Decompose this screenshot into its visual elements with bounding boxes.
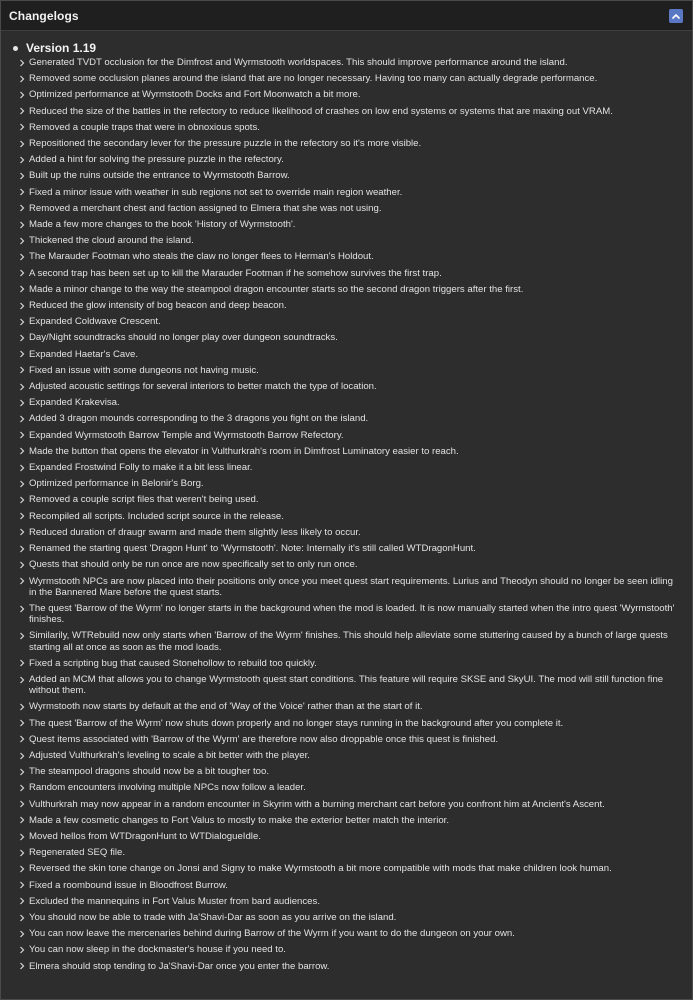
chevron-right-icon: [19, 605, 25, 613]
chevron-right-icon: [19, 833, 25, 841]
changelog-entry-text: Fixed a roombound issue in Bloodfrost Burrow.: [29, 879, 228, 891]
bullet-icon: [13, 46, 18, 51]
chevron-right-icon: [19, 496, 25, 504]
changelog-entry-text: Optimized performance in Belonir's Borg.: [29, 478, 204, 490]
changelog-entry-text: Renamed the starting quest 'Dragon Hunt' to 'Wyrmstooth'. Note: Internally it's still called WTDragonHunt.: [29, 543, 476, 555]
panel-header: [1, 1, 692, 31]
changelog-entry-text: Wyrmstooth NPCs are now placed into their positions only once you meet quest start requirements. Lurius and Theodyn should no longer be seen idling in the Bannered Mare before the quest starts.: [29, 575, 673, 598]
changelog-entry-text: Adjusted Vulthurkrah's leveling to scale a bit better with the player.: [29, 749, 310, 761]
changelog-entry: [19, 863, 682, 874]
chevron-right-icon: [19, 800, 25, 808]
changelog-entry-text: Moved hellos from WTDragonHunt to WTDialogueIdle.: [29, 830, 261, 842]
changelog-entry: [19, 251, 682, 262]
version-heading: [9, 40, 682, 56]
changelog-entry-text: Repositioned the secondary lever for the pressure puzzle in the refectory so it's more visible.: [29, 138, 422, 150]
changelog-entry: [19, 674, 682, 696]
changelog-entry: [19, 268, 682, 279]
changelog-entry-text: Fixed a minor issue with weather in sub regions not set to override main region weather.: [29, 186, 403, 198]
changelog-entry: [19, 559, 682, 570]
chevron-right-icon: [19, 703, 25, 711]
chevron-right-icon: [19, 156, 25, 164]
changelog-entry: [19, 896, 682, 907]
chevron-right-icon: [19, 865, 25, 873]
chevron-right-icon: [19, 528, 25, 536]
changelog-entry-text: Elmera should stop tending to Ja'Shavi-Dar once you enter the barrow.: [29, 960, 330, 972]
changelog-entry-text: Expanded Wyrmstooth Barrow Temple and Wyrmstooth Barrow Refectory.: [29, 429, 344, 441]
panel-title: Changelogs: [9, 8, 79, 23]
changelog-entry: [19, 511, 682, 522]
chevron-right-icon: [19, 334, 25, 342]
chevron-right-icon: [19, 735, 25, 743]
chevron-right-icon: [19, 849, 25, 857]
changelog-entry: [19, 154, 682, 165]
changelog-entry: [19, 576, 682, 598]
changelog-entry: [19, 122, 682, 133]
chevron-right-icon: [19, 188, 25, 196]
changelog-entry-text: Made a few cosmetic changes to Fort Valus to mostly to make the exterior better match the interior.: [29, 814, 450, 826]
changelog-entry-text: Reduced the size of the battles in the refectory to reduce likelihood of crashes on low end systems or systems that are maxing out VRAM.: [29, 105, 613, 117]
changelog-entry: [19, 397, 682, 408]
chevron-right-icon: [19, 545, 25, 553]
changelog-entry: [19, 89, 682, 100]
changelog-entry: [19, 478, 682, 489]
changelog-entry: [19, 219, 682, 230]
changelog-entry: [19, 462, 682, 473]
changelog-entry: [19, 961, 682, 972]
changelog-entry: [19, 316, 682, 327]
chevron-right-icon: [19, 269, 25, 277]
chevron-right-icon: [19, 464, 25, 472]
changelog-entry-text: Added a hint for solving the pressure puzzle in the refectory.: [29, 154, 284, 166]
chevron-right-icon: [19, 123, 25, 131]
collapse-button[interactable]: [669, 9, 683, 23]
changelog-entry-text: Removed a couple traps that were in obnoxious spots.: [29, 121, 260, 133]
changelog-entry: [19, 944, 682, 955]
changelog-entry: [19, 332, 682, 343]
chevron-right-icon: [19, 253, 25, 261]
changelog-entry: [19, 831, 682, 842]
changelog-entry-text: You can now leave the mercenaries behind during Barrow of the Wyrm if you want to do the dungeon on your own.: [29, 928, 515, 940]
changelog-entry-text: Generated TVDT occlusion for the Dimfrost and Wyrmstooth worldspaces. This should improve performance around the island.: [29, 57, 568, 68]
changelog-entry-text: Similarily, WTRebuild now only starts when 'Barrow of the Wyrm' finishes. This should help alleviate some stuttering caused by a bunch of large quests starting all at once as soon as the mod loads.: [29, 630, 668, 653]
chevron-right-icon: [19, 784, 25, 792]
chevron-right-icon: [19, 946, 25, 954]
changelog-entry: [19, 912, 682, 923]
chevron-right-icon: [19, 366, 25, 374]
changelog-entry-text: The quest 'Barrow of the Wyrm' no longer starts in the background when the mod is loaded. It is now manually started when the intro quest 'Wyrmstooth' finishes.: [29, 602, 675, 626]
changelog-entry: [19, 734, 682, 745]
changelog-entry-text: You should now be able to trade with Ja'Shavi-Dar as soon as you arrive on the island.: [29, 911, 397, 923]
chevron-right-icon: [19, 140, 25, 148]
chevron-right-icon: [19, 659, 25, 667]
changelog-entry: [19, 57, 682, 68]
chevron-right-icon: [19, 431, 25, 439]
changelog-entry: [19, 138, 682, 149]
changelog-content: [1, 31, 692, 972]
chevron-right-icon: [19, 383, 25, 391]
changelog-entry-text: Optimized performance at Wyrmstooth Docks and Fort Moonwatch a bit more.: [29, 89, 361, 101]
chevron-right-icon: [19, 415, 25, 423]
chevron-right-icon: [19, 91, 25, 99]
changelog-entry-text: Recompiled all scripts. Included script source in the release.: [29, 510, 284, 522]
changelog-entry: [19, 284, 682, 295]
changelog-entry-text: Reduced the glow intensity of bog beacon and deep beacon.: [29, 300, 287, 312]
changelog-entry-text: Day/Night soundtracks should no longer play over dungeon soundtracks.: [29, 332, 338, 344]
chevron-right-icon: [19, 302, 25, 310]
chevron-right-icon: [19, 172, 25, 180]
chevron-right-icon: [19, 237, 25, 245]
changelog-entry: [19, 381, 682, 392]
chevron-right-icon: [19, 962, 25, 970]
changelog-entry: [19, 766, 682, 777]
chevron-right-icon: [19, 318, 25, 326]
changelog-entry-text: Regenerated SEQ file.: [29, 847, 125, 859]
changelog-entry-text: The steampool dragons should now be a bit tougher too.: [29, 766, 270, 778]
changelog-entry-text: Wyrmstooth now starts by default at the end of 'Way of the Voice' rather than at the start of it.: [29, 701, 423, 713]
chevron-right-icon: [19, 59, 25, 67]
chevron-right-icon: [19, 447, 25, 455]
changelog-entry-text: Added 3 dragon mounds corresponding to the 3 dragons you fight on the island.: [29, 413, 369, 425]
chevron-right-icon: [19, 107, 25, 115]
chevron-right-icon: [19, 768, 25, 776]
chevron-right-icon: [19, 480, 25, 488]
changelog-entry: [19, 494, 682, 505]
chevron-right-icon: [19, 914, 25, 922]
changelog-entry: [19, 782, 682, 793]
chevron-right-icon: [19, 75, 25, 83]
changelog-entry: [19, 630, 682, 652]
changelog-entry-text: The Marauder Footman who steals the claw no longer flees to Herman's Holdout.: [29, 251, 374, 263]
changelog-entry: [19, 658, 682, 669]
changelog-entry: [19, 203, 682, 214]
chevron-right-icon: [19, 930, 25, 938]
chevron-right-icon: [19, 577, 25, 585]
changelog-entry: [19, 799, 682, 810]
chevron-right-icon: [19, 204, 25, 212]
changelog-entry-text: The quest 'Barrow of the Wyrm' now shuts down properly and no longer stays running in the background after you complete it.: [29, 717, 564, 729]
changelog-entry: [19, 365, 682, 376]
changelog-list: [9, 57, 682, 972]
changelog-entry-text: Thickened the cloud around the island.: [29, 235, 194, 247]
chevron-up-icon: [672, 13, 680, 19]
changelog-entry-text: Fixed an issue with some dungeons not having music.: [29, 364, 259, 376]
changelog-entry: [19, 750, 682, 761]
changelog-entry: [19, 847, 682, 858]
changelog-entry-text: Made a minor change to the way the steampool dragon encounter starts so the second dragon triggers after the first.: [29, 283, 524, 295]
changelog-entry-text: Quest items associated with 'Barrow of the Wyrm' are therefore now also droppable once this quest is finished.: [29, 733, 499, 745]
chevron-right-icon: [19, 399, 25, 407]
chevron-right-icon: [19, 632, 25, 640]
chevron-right-icon: [19, 881, 25, 889]
changelog-entry: [19, 701, 682, 712]
chevron-right-icon: [19, 221, 25, 229]
changelog-entry-text: Made a few more changes to the book 'History of Wyrmstooth'.: [29, 219, 296, 231]
changelog-entry-text: Removed a couple script files that weren't being used.: [29, 494, 259, 506]
changelog-entry: [19, 527, 682, 538]
chevron-right-icon: [19, 512, 25, 520]
changelog-entry-text: Reversed the skin tone change on Jonsi and Signy to make Wyrmstooth a bit more compatible with mods that make children look human.: [29, 863, 612, 875]
chevron-right-icon: [19, 561, 25, 569]
changelog-entry-text: Expanded Haetar's Cave.: [29, 348, 139, 360]
changelog-entry: [19, 718, 682, 729]
changelog-entry: [19, 543, 682, 554]
changelog-entry-text: Fixed a scripting bug that caused Stonehollow to rebuild too quickly.: [29, 657, 317, 669]
changelog-entry-text: Quests that should only be run once are now specifically set to only run once.: [29, 559, 358, 571]
changelog-entry: [19, 73, 682, 84]
changelog-entry-text: Removed a merchant chest and faction assigned to Elmera that she was not using.: [29, 202, 382, 214]
changelog-entry-text: Excluded the mannequins in Fort Valus Muster from bard audiences.: [29, 895, 320, 907]
chevron-right-icon: [19, 285, 25, 293]
changelog-entry: [19, 187, 682, 198]
changelog-entry: [19, 880, 682, 891]
changelog-entry-text: Made the button that opens the elevator in Vulthurkrah's room in Dimfrost Luminatory easier to reach.: [29, 445, 459, 457]
changelog-entry: [19, 349, 682, 360]
changelog-entry-text: A second trap has been set up to kill the Marauder Footman if he somehow survives the first trap.: [29, 267, 442, 279]
changelog-entry-text: Removed some occlusion planes around the island that are no longer necessary. Having too many can actually degrade performance.: [29, 73, 598, 85]
chevron-right-icon: [19, 719, 25, 727]
changelog-entry: [19, 928, 682, 939]
changelog-entry-text: Random encounters involving multiple NPCs now follow a leader.: [29, 782, 306, 794]
changelog-entry: [19, 106, 682, 117]
version-label: Version 1.19: [26, 41, 97, 55]
chevron-right-icon: [19, 752, 25, 760]
changelog-entry: [19, 603, 682, 625]
changelog-entry: [19, 413, 682, 424]
chevron-right-icon: [19, 350, 25, 358]
changelog-entry: [19, 446, 682, 457]
chevron-right-icon: [19, 676, 25, 684]
changelog-entry-text: Vulthurkrah may now appear in a random encounter in Skyrim with a burning merchant cart before you confront him at Ancient's Ascent.: [29, 798, 605, 810]
changelog-entry-text: Added an MCM that allows you to change Wyrmstooth quest start conditions. This feature will require SKSE and SkyUI. The mod will still function fine without them.: [29, 673, 664, 697]
changelog-entry-text: Built up the ruins outside the entrance to Wyrmstooth Barrow.: [29, 170, 290, 182]
changelog-entry-text: Adjusted acoustic settings for several interiors to better match the type of location.: [29, 381, 377, 393]
changelog-entry: [19, 300, 682, 311]
changelog-entry: [19, 235, 682, 246]
changelog-entry: [19, 815, 682, 826]
changelog-entry: [19, 170, 682, 181]
changelog-entry-text: Reduced duration of draugr swarm and made them slightly less likely to occur.: [29, 526, 361, 538]
changelog-entry-text: Expanded Coldwave Crescent.: [29, 316, 161, 328]
changelog-entry-text: Expanded Frostwind Folly to make it a bit less linear.: [29, 462, 253, 474]
changelog-entry: [19, 430, 682, 441]
changelog-entry-text: You can now sleep in the dockmaster's house if you need to.: [29, 944, 286, 956]
chevron-right-icon: [19, 897, 25, 905]
chevron-right-icon: [19, 816, 25, 824]
changelog-entry-text: Expanded Krakevisa.: [29, 397, 120, 409]
